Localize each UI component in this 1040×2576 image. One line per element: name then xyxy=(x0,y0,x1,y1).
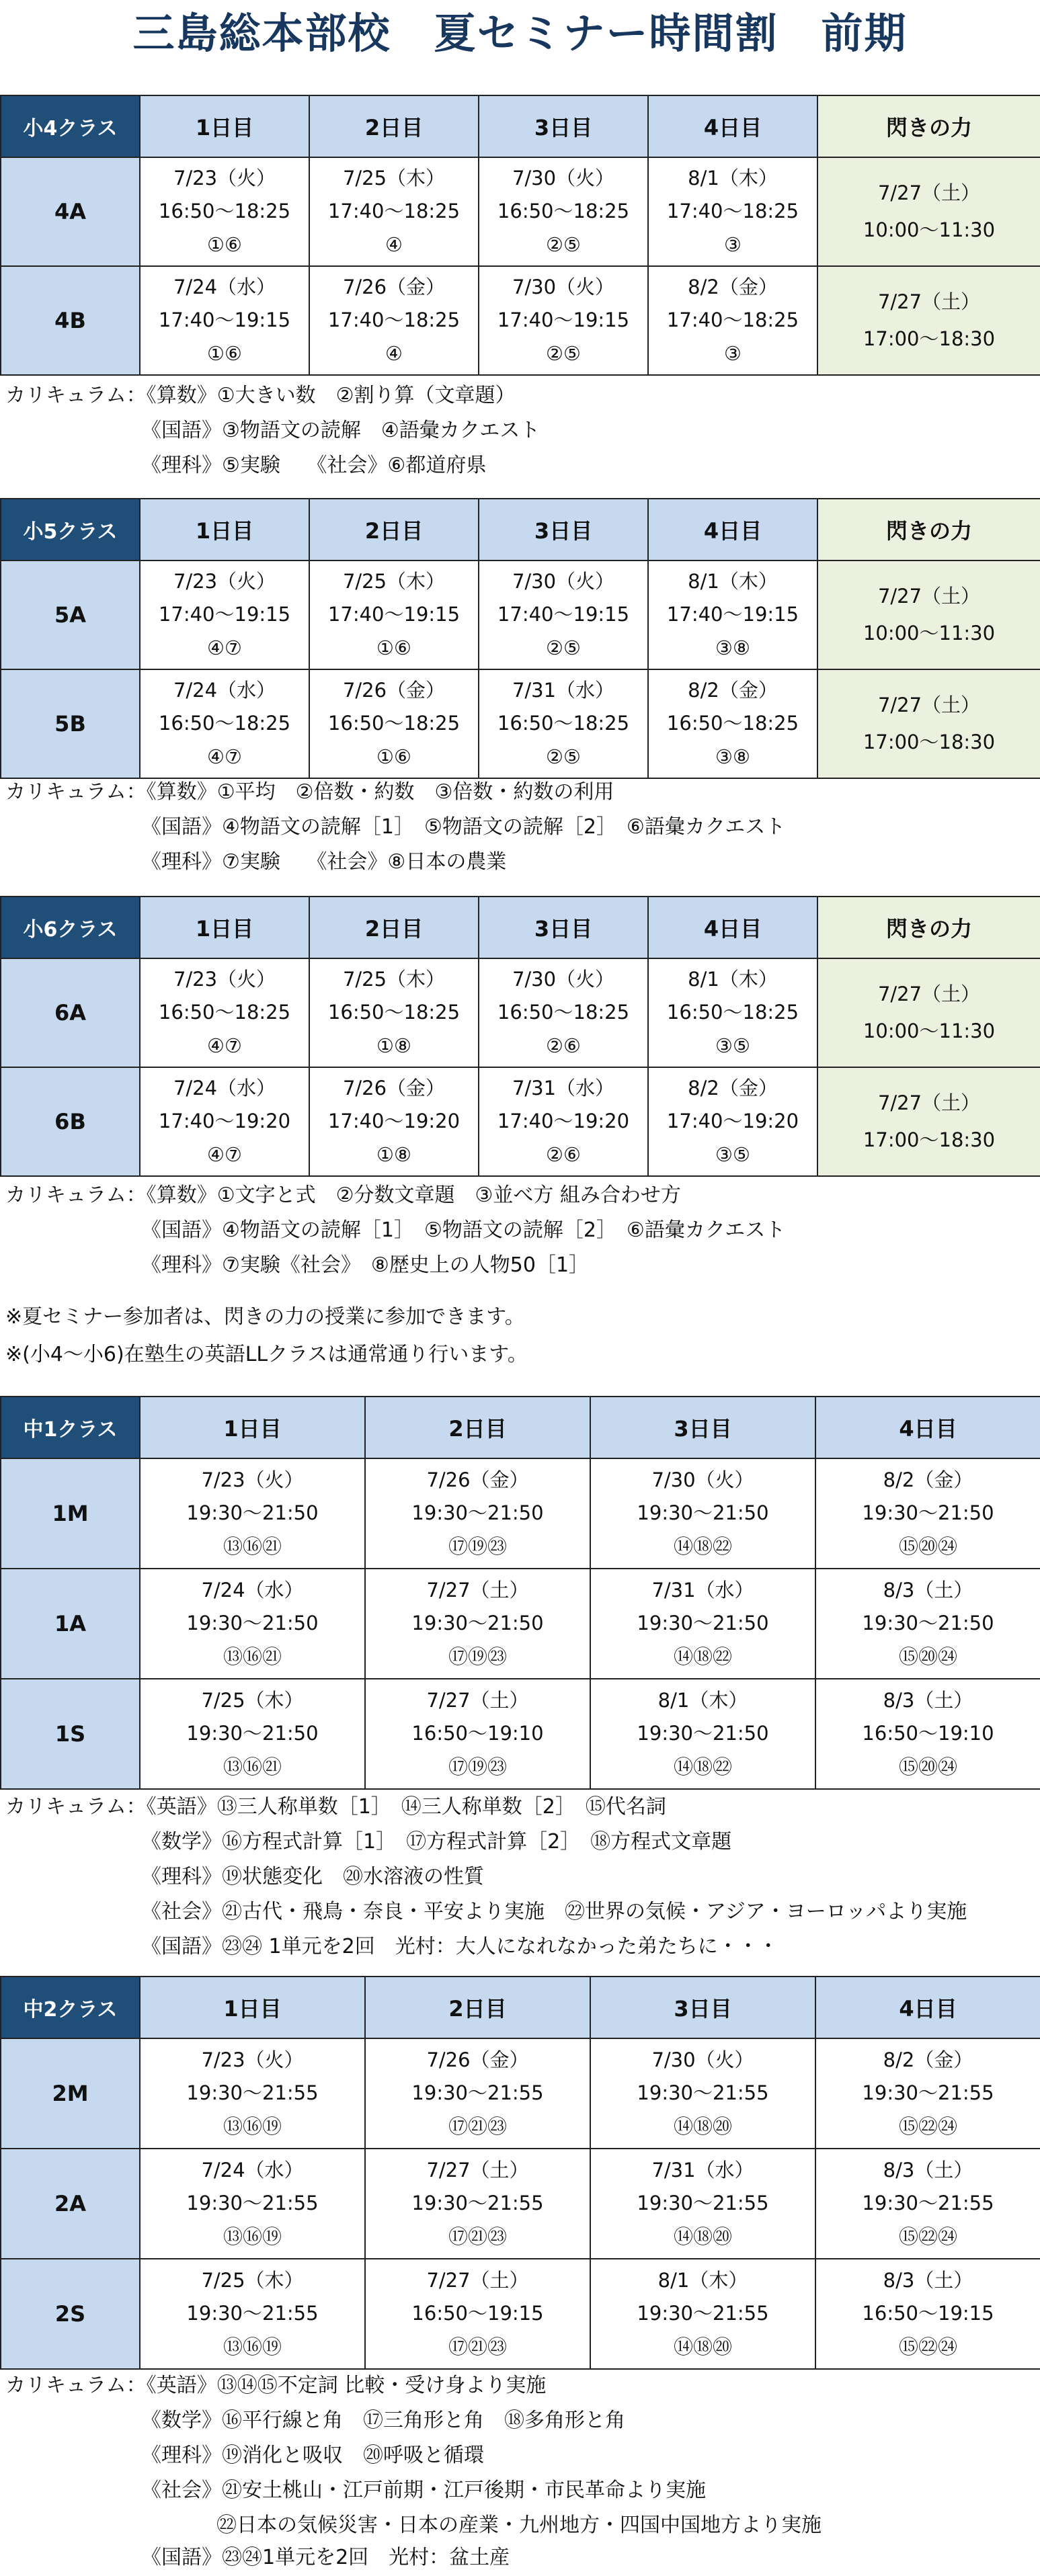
session-cell: 7/30（火） 16:50～18:25 ②⑥ xyxy=(479,958,648,1067)
day-header: 1日目 xyxy=(140,1977,365,2038)
day-header: 3日目 xyxy=(590,1397,815,1458)
session-cell: 7/24（水） 19:30～21:50 ⑬⑯㉑ xyxy=(140,1569,365,1679)
curriculum-line: 《数学》⑯方程式計算［1］ ⑰方程式計算［2］ ⑱方程式文章題 xyxy=(141,1830,732,1854)
session-cell: 8/1（木） 19:30～21:50 ⑭⑱㉒ xyxy=(590,1679,815,1789)
session-cell: 8/2（金） 17:40～19:20 ③⑤ xyxy=(648,1067,817,1176)
curriculum-line: カリキュラム：《英語》⑬三人称単数［1］ ⑭三人称単数［2］ ⑮代名詞 xyxy=(5,1795,666,1819)
session-cell: 7/26（金） 16:50～18:25 ①⑥ xyxy=(309,669,479,778)
class-label: 中1クラス xyxy=(1,1397,140,1458)
schedule-table-chu1 xyxy=(0,1396,1040,1790)
session-cell: 8/1（木） 17:40～19:15 ③⑧ xyxy=(648,560,817,669)
schedule-table-sho5 xyxy=(0,498,1040,779)
row-name: 6A xyxy=(1,958,140,1067)
row-name: 6B xyxy=(1,1067,140,1176)
session-cell: 7/25（木） 19:30～21:50 ⑬⑯㉑ xyxy=(140,1679,365,1789)
row-name: 2S xyxy=(1,2259,140,2369)
session-cell: 7/27（土） 19:30～21:50 ⑰⑲㉓ xyxy=(365,1569,590,1679)
day-header: 2日目 xyxy=(309,95,479,157)
day-header: 2日目 xyxy=(365,1397,590,1458)
session-cell: 7/25（木） 19:30～21:55 ⑬⑯⑲ xyxy=(140,2259,365,2369)
curriculum-line: カリキュラム：《算数》①大きい数 ②割り算（文章題） xyxy=(5,384,516,407)
row-name: 4A xyxy=(1,157,140,266)
session-cell: 7/25（木） 16:50～18:25 ①⑧ xyxy=(309,958,479,1067)
session-cell: 8/2（金） 19:30～21:50 ⑮⑳㉔ xyxy=(815,1458,1040,1569)
session-cell: 7/27（土） 16:50～19:10 ⑰⑲㉓ xyxy=(365,1679,590,1789)
curriculum-line: カリキュラム：《算数》①文字と式 ②分数文章題 ③並べ方 組み合わせ方 xyxy=(5,1183,681,1207)
flash-header: 閃きの力 xyxy=(817,499,1040,560)
session-cell: 8/1（木） 16:50～18:25 ③⑤ xyxy=(648,958,817,1067)
day-header: 3日目 xyxy=(479,95,648,157)
session-cell: 7/23（火） 16:50～18:25 ④⑦ xyxy=(140,958,309,1067)
curriculum-line: 《理科》⑲消化と吸収 ⑳呼吸と循環 xyxy=(141,2444,484,2467)
session-cell: 7/30（火） 19:30～21:55 ⑭⑱⑳ xyxy=(590,2038,815,2149)
curriculum-line: 《国語》④物語文の読解［1］ ⑤物語文の読解［2］ ⑥語彙カクエスト xyxy=(141,815,786,839)
session-cell: 7/26（金） 19:30～21:55 ⑰㉑㉓ xyxy=(365,2038,590,2149)
flash-cell: 7/27（土） 10:00～11:30 xyxy=(817,958,1040,1067)
session-cell: 7/23（火） 16:50～18:25 ①⑥ xyxy=(140,157,309,266)
row-name: 5A xyxy=(1,560,140,669)
curriculum-line: 《理科》⑤実験 《社会》⑥都道府県 xyxy=(141,454,487,477)
curriculum-line: 《数学》⑯平行線と角 ⑰三角形と角 ⑱多角形と角 xyxy=(141,2409,625,2432)
session-cell: 8/3（土） 16:50～19:10 ⑮⑳㉔ xyxy=(815,1679,1040,1789)
flash-header: 閃きの力 xyxy=(817,897,1040,958)
session-cell: 8/1（木） 17:40～18:25 ③ xyxy=(648,157,817,266)
day-header: 4日目 xyxy=(648,499,817,560)
session-cell: 7/23（火） 19:30～21:55 ⑬⑯⑲ xyxy=(140,2038,365,2149)
curriculum-line: 《理科》⑲状態変化 ⑳水溶液の性質 xyxy=(141,1865,484,1888)
row-name: 4B xyxy=(1,266,140,375)
curriculum-line: 《国語》④物語文の読解［1］ ⑤物語文の読解［2］ ⑥語彙カクエスト xyxy=(141,1218,786,1242)
session-cell: 7/31（水） 19:30～21:50 ⑭⑱㉒ xyxy=(590,1569,815,1679)
day-header: 2日目 xyxy=(309,897,479,958)
session-cell: 7/30（火） 17:40～19:15 ②⑤ xyxy=(479,560,648,669)
session-cell: 7/31（水） 16:50～18:25 ②⑤ xyxy=(479,669,648,778)
row-name: 2M xyxy=(1,2038,140,2149)
session-cell: 8/2（金） 17:40～18:25 ③ xyxy=(648,266,817,375)
curriculum-line: 《理科》⑦実験 《社会》⑧日本の農業 xyxy=(141,850,507,874)
day-header: 3日目 xyxy=(479,897,648,958)
curriculum-line: 《国語》㉓㉔ 1単元を2回 光村：大人になれなかった弟たちに・・・ xyxy=(141,1935,778,1958)
session-cell: 7/30（火） 17:40～19:15 ②⑤ xyxy=(479,266,648,375)
day-header: 4日目 xyxy=(648,95,817,157)
session-cell: 8/2（金） 19:30～21:55 ⑮㉒㉔ xyxy=(815,2038,1040,2149)
session-cell: 7/31（水） 19:30～21:55 ⑭⑱⑳ xyxy=(590,2149,815,2259)
session-cell: 7/25（木） 17:40～18:25 ④ xyxy=(309,157,479,266)
row-name: 1S xyxy=(1,1679,140,1789)
class-label: 小5クラス xyxy=(1,499,140,560)
session-cell: 7/26（金） 17:40～18:25 ④ xyxy=(309,266,479,375)
flash-cell: 7/27（土） 10:00～11:30 xyxy=(817,157,1040,266)
session-cell: 8/3（土） 16:50～19:15 ⑮㉒㉔ xyxy=(815,2259,1040,2369)
class-label: 中2クラス xyxy=(1,1977,140,2038)
day-header: 1日目 xyxy=(140,95,309,157)
session-cell: 7/24（水） 16:50～18:25 ④⑦ xyxy=(140,669,309,778)
row-name: 2A xyxy=(1,2149,140,2259)
curriculum-line: 《国語》③物語文の読解 ④語彙カクエスト xyxy=(141,419,541,442)
day-header: 1日目 xyxy=(140,1397,365,1458)
session-cell: 7/26（金） 19:30～21:50 ⑰⑲㉓ xyxy=(365,1458,590,1569)
day-header: 3日目 xyxy=(479,499,648,560)
class-label: 小6クラス xyxy=(1,897,140,958)
session-cell: 8/1（木） 19:30～21:55 ⑭⑱⑳ xyxy=(590,2259,815,2369)
day-header: 4日目 xyxy=(648,897,817,958)
row-name: 1M xyxy=(1,1458,140,1569)
flash-cell: 7/27（土） 10:00～11:30 xyxy=(817,560,1040,669)
curriculum-line: カリキュラム：《算数》①平均 ②倍数・約数 ③倍数・約数の利用 xyxy=(5,780,614,804)
session-cell: 7/27（土） 19:30～21:55 ⑰㉑㉓ xyxy=(365,2149,590,2259)
flash-cell: 7/27（土） 17:00～18:30 xyxy=(817,266,1040,375)
session-cell: 7/24（水） 17:40～19:15 ①⑥ xyxy=(140,266,309,375)
day-header: 2日目 xyxy=(309,499,479,560)
curriculum-line: カリキュラム：《英語》⑬⑭⑮不定詞 比較・受け身より実施 xyxy=(5,2374,547,2397)
session-cell: 7/31（水） 17:40～19:20 ②⑥ xyxy=(479,1067,648,1176)
day-header: 1日目 xyxy=(140,499,309,560)
session-cell: 8/3（土） 19:30～21:55 ⑮㉒㉔ xyxy=(815,2149,1040,2259)
curriculum-line: ㉒日本の気候災害・日本の産業・九州地方・四国中国地方より実施 xyxy=(216,2513,822,2537)
schedule-table-chu2 xyxy=(0,1976,1040,2370)
note-line: ※(小4～小6)在塾生の英語LLクラスは通常通り行います。 xyxy=(5,1343,528,1366)
class-label: 小4クラス xyxy=(1,95,140,157)
session-cell: 7/30（火） 16:50～18:25 ②⑤ xyxy=(479,157,648,266)
day-header: 2日目 xyxy=(365,1977,590,2038)
session-cell: 7/24（水） 19:30～21:55 ⑬⑯⑲ xyxy=(140,2149,365,2259)
day-header: 3日目 xyxy=(590,1977,815,2038)
day-header: 4日目 xyxy=(815,1977,1040,2038)
session-cell: 7/26（金） 17:40～19:20 ①⑧ xyxy=(309,1067,479,1176)
day-header: 4日目 xyxy=(815,1397,1040,1458)
curriculum-line: 《社会》㉑安土桃山・江戸前期・江戸後期・市民革命より実施 xyxy=(141,2479,706,2502)
session-cell: 7/27（土） 16:50～19:15 ⑰㉑㉓ xyxy=(365,2259,590,2369)
page-title: 三島総本部校 夏セミナー時間割 前期 xyxy=(132,9,908,58)
session-cell: 7/25（木） 17:40～19:15 ①⑥ xyxy=(309,560,479,669)
curriculum-line: 《国語》㉓㉔1単元を2回 光村：盆土産 xyxy=(141,2546,510,2569)
curriculum-line: 《社会》㉑古代・飛鳥・奈良・平安より実施 ㉒世界の気候・アジア・ヨーロッパより実施 xyxy=(141,1900,967,1923)
row-name: 5B xyxy=(1,669,140,778)
session-cell: 8/2（金） 16:50～18:25 ③⑧ xyxy=(648,669,817,778)
session-cell: 8/3（土） 19:30～21:50 ⑮⑳㉔ xyxy=(815,1569,1040,1679)
note-line: ※夏セミナー参加者は、閃きの力の授業に参加できます。 xyxy=(5,1305,525,1329)
flash-header: 閃きの力 xyxy=(817,95,1040,157)
session-cell: 7/23（火） 17:40～19:15 ④⑦ xyxy=(140,560,309,669)
schedule-table-sho4 xyxy=(0,95,1040,376)
curriculum-line: 《理科》⑦実験《社会》 ⑧歴史上の人物50［1］ xyxy=(141,1253,590,1277)
session-cell: 7/23（火） 19:30～21:50 ⑬⑯㉑ xyxy=(140,1458,365,1569)
row-name: 1A xyxy=(1,1569,140,1679)
flash-cell: 7/27（土） 17:00～18:30 xyxy=(817,669,1040,778)
schedule-table-sho6 xyxy=(0,896,1040,1177)
flash-cell: 7/27（土） 17:00～18:30 xyxy=(817,1067,1040,1176)
session-cell: 7/30（火） 19:30～21:50 ⑭⑱㉒ xyxy=(590,1458,815,1569)
session-cell: 7/24（水） 17:40～19:20 ④⑦ xyxy=(140,1067,309,1176)
day-header: 1日目 xyxy=(140,897,309,958)
